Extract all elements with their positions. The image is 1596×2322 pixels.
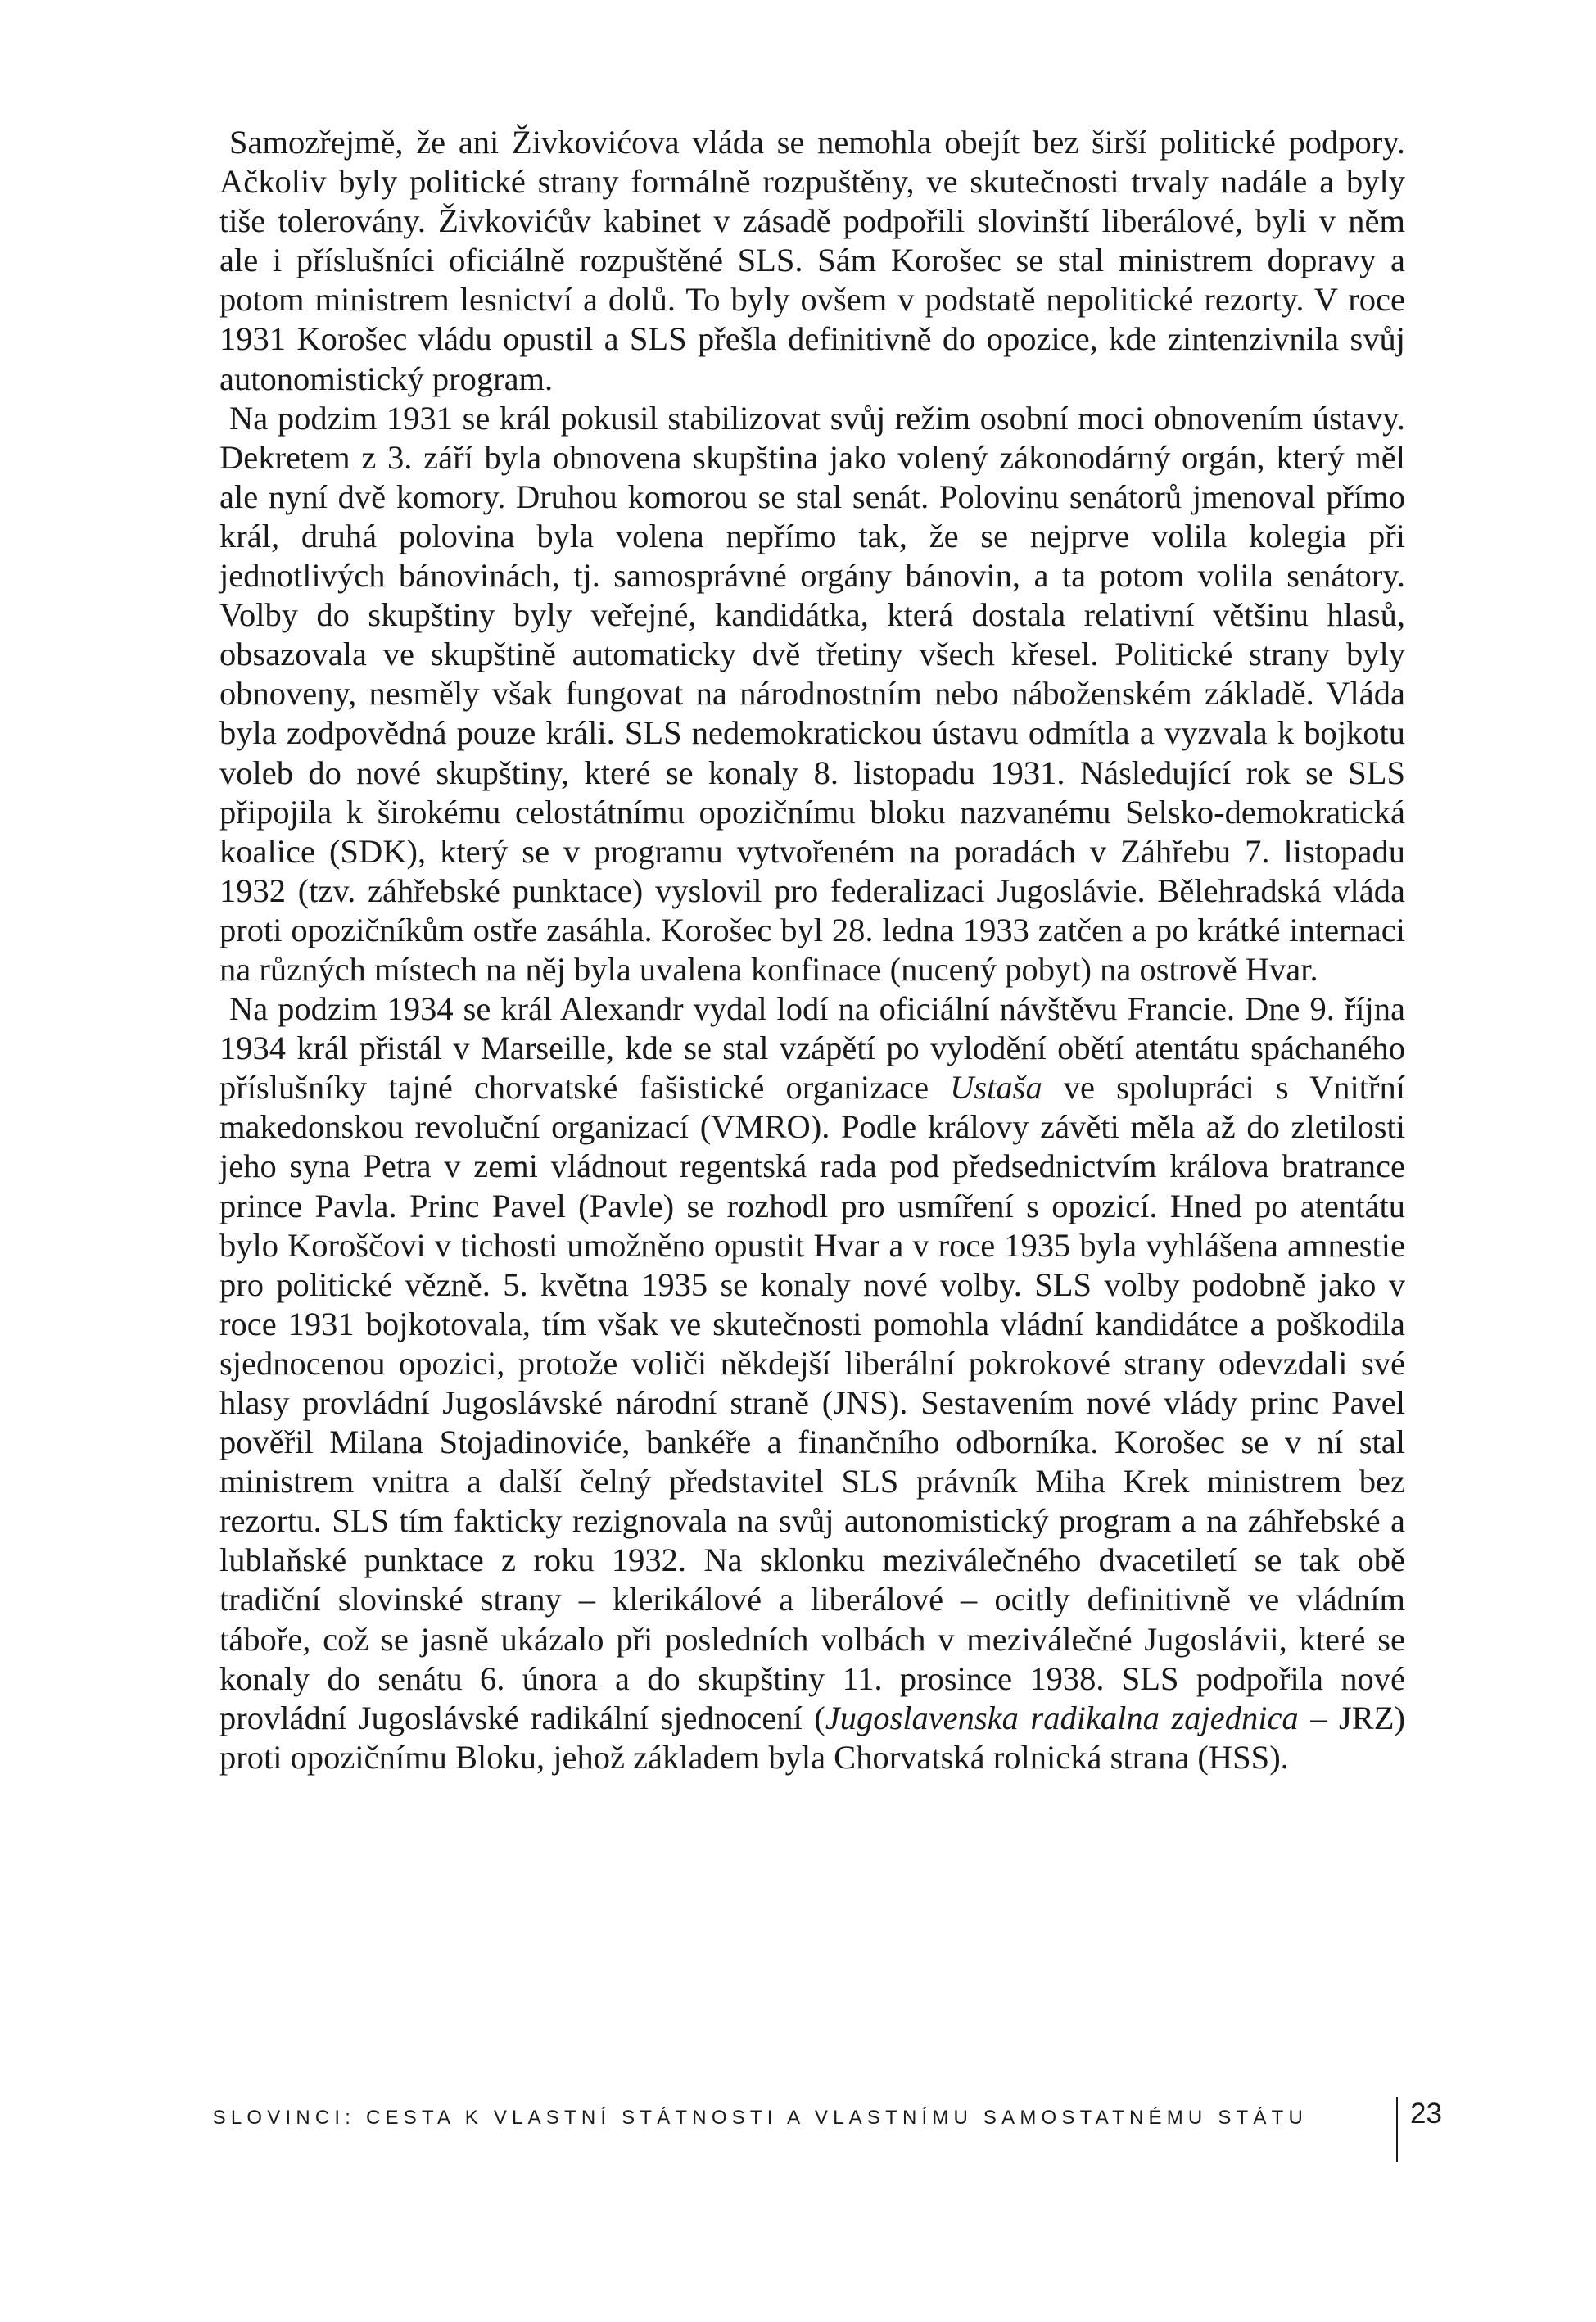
paragraph-1 xyxy=(219,123,1405,399)
paragraph-text: ve spolupráci s Vnitřní makedonskou revoluční organizací (VMRO). Podle královy závěti měla až do zletilosti jeho syna Petra v zemi vládnout regentská rada pod předsednictvím králova bratrance prince Pavla. Princ Pavel (Pavle) se rozhodl pro usmíření s opozicí. Hned po atentátu bylo Koroščovi v tichosti umožněno opustit Hvar a v roce 1935 byla vyhlášena amnestie pro politické vězně. 5. května 1935 se konaly nové volby. SLS volby podobně jako v roce 1931 bojkotovala, tím však ve skutečnosti pomohla vládní kandidátce a poškodila sjednocenou opozici, protože voliči někdejší liberální pokrokové strany odevzdali své hlasy provládní Jugoslávské národní straně (JNS). Sestavením nové vlády princ Pavel pověřil Milana Stojadinoviće, bankéře a finančního odborníka. Korošec se v ní stal ministrem vnitra a další čelný představitel SLS právník Miha Krek ministrem bez rezortu. SLS tím fakticky rezignovala na svůj autonomistický program a na záhřebské a lublaňské punktace z roku 1932. Na sklonku meziválečného dvacetiletí se tak obě tradiční slovinské strany – klerikálové a liberálové – ocitly definitivně ve vládním táboře, což se jasně ukázalo při posledních volbách v meziválečné Jugoslávii, které se konaly do senátu 6. února a do skupštiny 11. prosince 1938. SLS podpořila nové provládní Jugoslávské radikální sjednocení ( xyxy=(219,1069,1406,1736)
page-footer xyxy=(0,2097,1596,2170)
running-title: SLOVINCI: CESTA K VLASTNÍ STÁTNOSTI A VLASTNÍMU SAMOSTATNÉMU STÁTU xyxy=(212,2107,1308,2129)
paragraph-text: Samozřejmě, že ani Živkovićova vláda se nemohla obejít bez širší politické podpory. Ačkoliv byly politické strany formálně rozpuštěny, ve skutečnosti trvaly nadále a byly tiše tolerovány. Živkovićův kabinet v zásadě podpořili slovinští liberálové, byli v něm ale i příslušníci oficiálně rozpuštěné SLS. Sám Korošec se stal ministrem dopravy a potom ministrem lesnictví a dolů. To byly ovšem v podstatě nepolitické rezorty. V roce 1931 Korošec vládu opustil a SLS přešla definitivně do opozice, kde zintenzivnila svůj autonomistický program. xyxy=(219,124,1405,397)
page-number: 23 xyxy=(1410,2098,1442,2130)
paragraph-text: Na podzim 1934 se král Alexandr vydal lodí na oficiální návštěvu Francie. Dne 9. října 1934 král přistál v Marseille, kde se stal vzápětí po vylodění obětí atentátu spáchaného příslušníky tajné chorvatské fašistické organizace xyxy=(219,990,1405,1107)
italic-term-jrz: Jugoslavenska radikalna zajednica xyxy=(825,1699,1299,1736)
body-text xyxy=(219,123,1405,1777)
paragraph-2 xyxy=(219,399,1405,989)
paragraph-text: – JRZ) proti opozičnímu Bloku, jehož základem byla Chorvatská rolnická strana (HSS). xyxy=(219,1699,1405,1776)
paragraph-text: Na podzim 1931 se král pokusil stabilizovat svůj režim osobní moci obnovením ústavy. Dekretem z 3. září byla obnovena skupština jako volený zákonodárný orgán, který měl ale nyní dvě komory. Druhou komorou se stal senát. Polovinu senátorů jmenoval přímo král, druhá polovina byla volena nepřímo tak, že se nejprve volila kolegia při jednotlivých bánovinách, tj. samosprávné orgány bánovin, a ta potom volila senátory. Volby do skupštiny byly veřejné, kandidátka, která dostala relativní většinu hlasů, obsazovala ve skupštině automaticky dvě třetiny všech křesel. Politické strany byly obnoveny, nesměly však fungovat na národnostním nebo náboženském základě. Vláda byla zodpovědná pouze králi. SLS nedemokratickou ústavu odmítla a vyzvala k bojkotu voleb do nové skupštiny, které se konaly 8. listopadu 1931. Následující rok se SLS připojila k širokému celostátnímu opozičnímu bloku nazvanému Selsko-demokratická koalice (SDK), který se v programu vytvořeném na poradách v Záhřebu 7. listopadu 1932 (tzv. záhřebské punktace) vyslovil pro federalizaci Jugoslávie. Bělehradská vláda proti opozičníkům ostře zasáhla. Korošec byl 28. ledna 1933 zatčen a po krátké internaci na různých místech na něj byla uvalena konfinace (nucený pobyt) na ostrově Hvar. xyxy=(219,399,1405,988)
italic-term-ustasa: Ustaša xyxy=(950,1069,1042,1107)
paragraph-3 xyxy=(219,989,1405,1777)
footer-divider xyxy=(1396,2097,1398,2162)
